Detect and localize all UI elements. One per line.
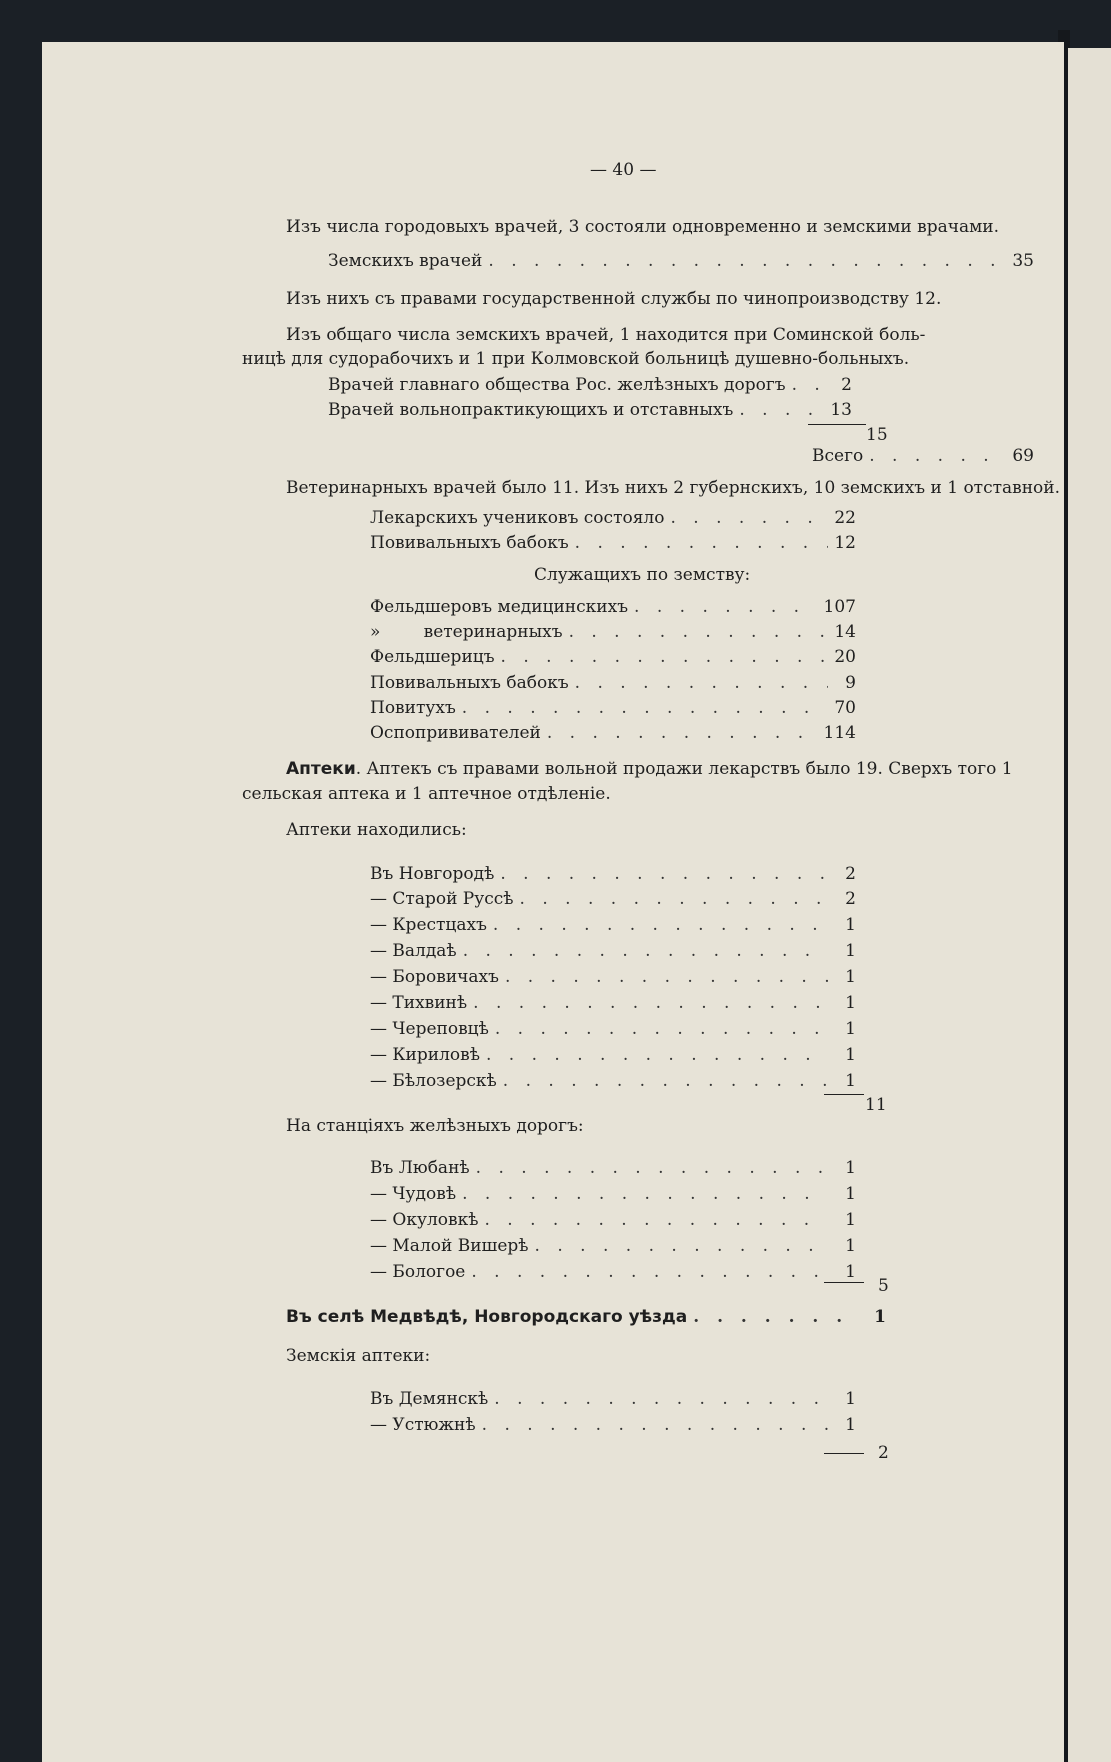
station-label: — Чудовѣ [370, 1184, 457, 1204]
leader-dots [569, 621, 828, 643]
zemstvo-header: Служащихъ по земству: [534, 565, 751, 585]
station-row [370, 1183, 856, 1205]
town-label: Въ Новгородѣ [370, 864, 495, 884]
leader-dots [471, 1261, 828, 1283]
leader-dots [473, 992, 828, 1014]
leader-dots [693, 1306, 858, 1328]
zemsky-pharmacies-header: Земскія аптеки: [286, 1346, 431, 1366]
town-label: — Крестцахъ [370, 915, 487, 935]
zemsky-pharmacy-row [370, 1414, 856, 1436]
leader-dots [462, 1183, 828, 1205]
doctor-row [328, 399, 852, 421]
town-row [370, 888, 856, 910]
station-value: 1 [845, 1236, 856, 1256]
zemstvo-row-value: 107 [823, 597, 856, 617]
leader-dots [488, 250, 1006, 272]
towns-subtotal: 11 [865, 1095, 887, 1115]
subtotal-rule [824, 1453, 864, 1454]
zemstvo-row [370, 672, 856, 694]
subtotal-rule [808, 424, 866, 425]
book-page [42, 42, 1064, 1762]
doctor-row-value: 2 [841, 375, 852, 395]
pharmacy-paragraph [286, 758, 1013, 780]
pharmacy-heading: Аптеки [286, 759, 356, 779]
town-row [370, 863, 856, 885]
town-label: — Тихвинѣ [370, 993, 468, 1013]
students-row-label: Повивальныхъ бабокъ [370, 533, 569, 553]
medved-value: 1 [874, 1307, 886, 1327]
students-row-label: Лекарскихъ учениковъ состояло [370, 508, 665, 528]
zemsky-doctors-label: Земскихъ врачей [328, 251, 483, 271]
zemstvo-row-value: 114 [823, 723, 856, 743]
zemstvo-row-value: 20 [834, 647, 856, 667]
zemstvo-row-label: » ветеринарныхъ [370, 622, 563, 642]
total-value: 69 [1012, 446, 1034, 466]
leader-dots [501, 646, 828, 668]
station-row [370, 1209, 856, 1231]
town-label: — Валдаѣ [370, 941, 457, 961]
zemstvo-row [370, 646, 856, 668]
zemsky-pharmacy-label: Въ Демянскѣ [370, 1389, 489, 1409]
town-value: 1 [845, 993, 856, 1013]
town-row [370, 940, 856, 962]
town-value: 1 [845, 1071, 856, 1091]
vet-line: Ветеринарныхъ врачей было 11. Изъ нихъ 2 губернскихъ, 10 земскихъ и 1 отставной. [286, 478, 1061, 498]
zemsky-pharmacy-value: 1 [845, 1415, 856, 1435]
pharmacy-line-1: . Аптекъ съ правами вольной продажи лекарствъ было 19. Сверхъ того 1 [355, 759, 1013, 779]
station-value: 1 [845, 1210, 856, 1230]
zemsky-doctors-value: 35 [1012, 251, 1034, 271]
intro-line: Изъ числа городовыхъ врачей, 3 состояли одновременно и земскими врачами. [286, 217, 1000, 237]
leader-dots [486, 1044, 828, 1066]
zemstvo-row-label: Фельдшерицъ [370, 647, 495, 667]
town-value: 1 [845, 1045, 856, 1065]
leader-dots [520, 888, 828, 910]
doctor-row-value: 13 [830, 400, 852, 420]
subtotal-rule [824, 1282, 864, 1283]
leader-dots [482, 1414, 828, 1436]
total-row [812, 445, 1034, 467]
zemstvo-row [370, 697, 856, 719]
town-row [370, 1018, 856, 1040]
leader-dots [869, 445, 1006, 467]
town-row [370, 966, 856, 988]
leader-dots [476, 1157, 828, 1179]
zemsky-pharmacy-value: 1 [845, 1389, 856, 1409]
general-line-2: ницѣ для судорабочихъ и 1 при Колмовской больницѣ душевно-больныхъ. [242, 349, 910, 369]
town-value: 1 [845, 1019, 856, 1039]
leader-dots [462, 697, 828, 719]
medved-label: Въ селѣ Медвѣдѣ, Новгородскаго уѣзда [286, 1307, 688, 1327]
town-row [370, 992, 856, 1014]
doctor-row-label: Врачей главнаго общества Рос. желѣзныхъ дорогъ [328, 375, 786, 395]
town-value: 1 [845, 941, 856, 961]
total-label: Всего [812, 446, 864, 466]
town-value: 1 [845, 915, 856, 935]
station-row [370, 1157, 856, 1179]
station-value: 1 [845, 1262, 856, 1282]
leader-dots [503, 1070, 828, 1092]
leader-dots [792, 374, 824, 396]
station-value: 1 [845, 1184, 856, 1204]
stations-subtotal: 5 [878, 1276, 889, 1296]
zemsky-doctors-row [328, 250, 1034, 272]
stations-header: На станціяхъ желѣзныхъ дорогъ: [286, 1116, 584, 1136]
zemstvo-row-value: 70 [834, 698, 856, 718]
chin-line: Изъ нихъ съ правами государственной службы по чинопроизводству 12. [286, 289, 942, 309]
zemstvo-row-label: Повитухъ [370, 698, 456, 718]
subtotal-rule [824, 1094, 864, 1095]
zemstvo-row-label: Повивальныхъ бабокъ [370, 673, 569, 693]
students-row [370, 532, 856, 554]
town-value: 2 [845, 864, 856, 884]
leader-dots [494, 1388, 828, 1410]
medved-row [286, 1306, 886, 1328]
leader-dots [493, 914, 828, 936]
doctor-row-label: Врачей вольнопрактикующихъ и отставныхъ [328, 400, 734, 420]
town-label: — Бѣлозерскѣ [370, 1071, 497, 1091]
leader-dots [575, 532, 828, 554]
zemstvo-row [370, 621, 856, 643]
station-label: — Малой Вишерѣ [370, 1236, 529, 1256]
station-label: — Окуловкѣ [370, 1210, 479, 1230]
zemsky-pharmacies-subtotal: 2 [878, 1443, 889, 1463]
leader-dots [739, 399, 824, 421]
leader-dots [463, 940, 828, 962]
next-page-edge [1068, 48, 1111, 1762]
town-label: — Боровичахъ [370, 967, 499, 987]
zemstvo-row [370, 722, 856, 744]
pharmacy-located: Аптеки находились: [286, 820, 467, 840]
zemsky-pharmacy-label: — Устюжнѣ [370, 1415, 476, 1435]
town-row [370, 914, 856, 936]
pharmacy-line-2: сельская аптека и 1 аптечное отдѣленіе. [242, 784, 611, 804]
leader-dots [500, 863, 828, 885]
students-row-value: 22 [834, 508, 856, 528]
town-row [370, 1044, 856, 1066]
zemsky-pharmacy-row [370, 1388, 856, 1410]
station-label: — Бологое [370, 1262, 466, 1282]
town-label: — Кириловѣ [370, 1045, 480, 1065]
station-row [370, 1261, 856, 1283]
leader-dots [575, 672, 828, 694]
students-row-value: 12 [834, 533, 856, 553]
doctors-subtotal: 15 [866, 425, 888, 445]
station-value: 1 [845, 1158, 856, 1178]
town-row [370, 1070, 856, 1092]
town-label: — Череповцѣ [370, 1019, 489, 1039]
page-number: — 40 — [590, 160, 657, 180]
station-row [370, 1235, 856, 1257]
zemstvo-row-value: 14 [834, 622, 856, 642]
general-line-1: Изъ общаго числа земскихъ врачей, 1 находится при Соминской боль- [286, 325, 926, 345]
town-value: 2 [845, 889, 856, 909]
leader-dots [484, 1209, 828, 1231]
leader-dots [505, 966, 828, 988]
town-label: — Старой Руссѣ [370, 889, 514, 909]
doctor-row [328, 374, 852, 396]
leader-dots [495, 1018, 828, 1040]
zemstvo-row-label: Оспопрививателей [370, 723, 541, 743]
zemstvo-row-value: 9 [845, 673, 856, 693]
leader-dots [670, 507, 828, 529]
station-label: Въ Любанѣ [370, 1158, 470, 1178]
leader-dots [547, 722, 818, 744]
leader-dots [634, 596, 818, 618]
zemstvo-row-label: Фельдшеровъ медицинскихъ [370, 597, 629, 617]
town-value: 1 [845, 967, 856, 987]
zemstvo-row [370, 596, 856, 618]
students-row [370, 507, 856, 529]
leader-dots [535, 1235, 828, 1257]
